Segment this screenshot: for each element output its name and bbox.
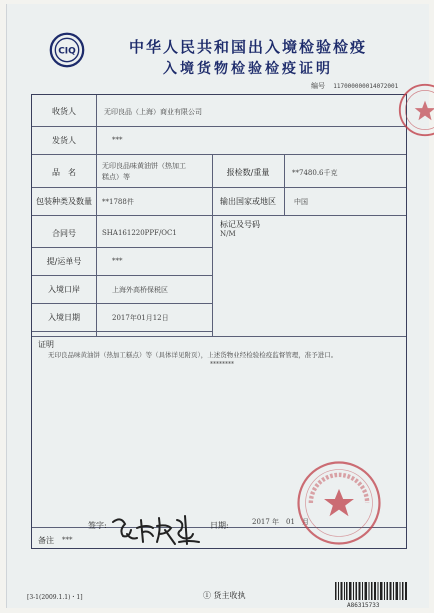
inspection-seal-icon xyxy=(397,82,434,138)
origin-label: 输出国家或地区 xyxy=(220,197,276,206)
cert-label: 证明 xyxy=(38,340,54,349)
handwritten-signature-icon xyxy=(107,512,207,548)
product-value-line1: 无印良品味黄油饼（热加工 xyxy=(102,162,186,170)
waybill-value: *** xyxy=(112,257,123,265)
sign-date-label: 日期: xyxy=(210,521,229,530)
barcode-number: A86315733 xyxy=(347,602,380,609)
quantity-value: **7480.6千克 xyxy=(292,169,338,177)
barcode-icon xyxy=(335,582,409,600)
entry-date-value: 2017年01月12日 xyxy=(112,314,169,322)
quantity-label: 报检数/重量 xyxy=(226,168,270,177)
port-value: 上海外高桥保税区 xyxy=(112,286,168,294)
product-value-line2: 糕点）等 xyxy=(102,173,130,181)
document-subtitle: 入境货物检验检疫证明 xyxy=(163,61,333,77)
packaging-value: **1788件 xyxy=(102,198,134,206)
copy-label: ① 货主收执 xyxy=(203,591,246,600)
waybill-label: 提/运单号 xyxy=(46,257,82,266)
remark-label: 备注 xyxy=(38,536,54,545)
number-label: 编号 xyxy=(311,82,325,90)
contract-label: 合同号 xyxy=(52,229,76,238)
packaging-label: 包装种类及数量 xyxy=(36,197,92,206)
product-label: 品 名 xyxy=(52,168,76,177)
certificate-number xyxy=(311,81,398,91)
sign-date-value: 2017 年 01 月 xyxy=(252,518,309,526)
certificate-sheet xyxy=(6,4,429,608)
ciq-logo-icon xyxy=(49,32,85,68)
signature-label: 签字: xyxy=(88,521,107,530)
ciq-logo-text: CIQ xyxy=(58,46,76,57)
form-code: [3-1(2009.1.1)・1] xyxy=(27,594,83,601)
cert-stars: ******** xyxy=(210,361,234,368)
entry-date-label: 入境日期 xyxy=(48,313,80,322)
remark-value: *** xyxy=(62,536,73,544)
consignor-label: 发货人 xyxy=(52,136,76,145)
origin-value: 中国 xyxy=(294,198,308,206)
marks-value: N/M xyxy=(220,230,236,238)
number-value: 117000000014072001 xyxy=(333,83,399,90)
cert-text: 无印良品味黄油饼（热加工糕点）等（具体详见附页），上述货物业经检验检疫监督管理，准予进口。 xyxy=(48,351,338,359)
official-seal-icon xyxy=(295,459,383,547)
document-title: 中华人民共和国出入境检验检疫 xyxy=(128,38,367,56)
consignor-value: *** xyxy=(112,136,123,144)
consignee-label: 收货人 xyxy=(52,107,76,116)
marks-label: 标记及号码 xyxy=(220,220,260,229)
consignee-value: 无印良品（上海）商业有限公司 xyxy=(104,108,202,116)
contract-value: SHA161220PPF/OC1 xyxy=(102,229,177,237)
port-label: 入境口岸 xyxy=(48,285,80,294)
